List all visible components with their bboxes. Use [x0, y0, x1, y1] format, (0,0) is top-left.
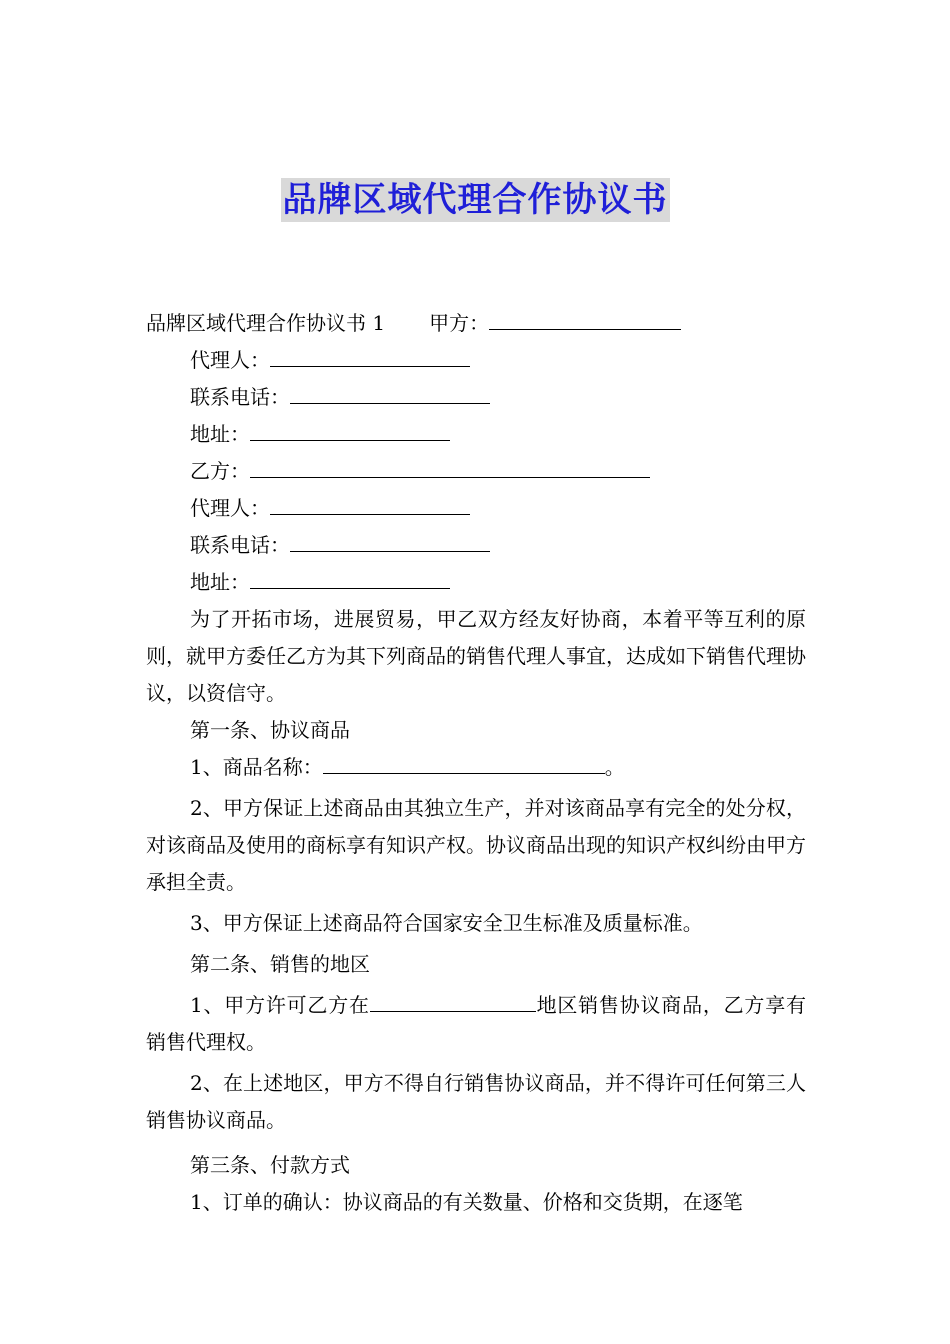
- article1-item1: [146, 749, 806, 786]
- party-a-agent-blank: [270, 348, 470, 367]
- article1-heading: 第一条、协议商品: [190, 718, 350, 742]
- region-pre: 1、甲方许可乙方在: [190, 993, 370, 1017]
- party-b-address-line: [146, 564, 806, 601]
- party-a-address-line: [146, 416, 806, 453]
- party-b-phone-label: 联系电话：: [190, 533, 290, 557]
- party-a-phone-blank: [290, 385, 490, 404]
- party-a-agent-label: 代理人：: [190, 348, 270, 372]
- party-a-label: 甲方：: [429, 311, 490, 335]
- party-a-blank: [489, 311, 681, 330]
- party-b-agent-line: [146, 490, 806, 527]
- product-name-label: 1、商品名称：: [190, 755, 323, 779]
- region-post: 地区销售协议商品，乙方享有销售代理权。: [146, 993, 806, 1054]
- party-b-line: [146, 453, 806, 490]
- party-b-phone-blank: [290, 533, 490, 552]
- preamble-paragraph: 为了开拓市场，进展贸易，甲乙双方经友好协商，本着平等互利的原则，就甲方委任乙方为其下列商品的销售代理人事宜，达成如下销售代理协议，以资信守。: [146, 607, 806, 705]
- party-b-address-blank: [250, 570, 450, 589]
- article3-item1: 1、订单的确认：协议商品的有关数量、价格和交货期，在逐笔: [190, 1190, 743, 1214]
- party-b-phone-line: [146, 527, 806, 564]
- party-b-address-label: 地址：: [190, 570, 250, 594]
- party-a-address-label: 地址：: [190, 422, 250, 446]
- article1-item3: 3、甲方保证上述商品符合国家安全卫生标准及质量标准。: [190, 911, 703, 935]
- product-name-end: 。: [604, 755, 625, 779]
- product-name-blank: [323, 755, 605, 774]
- region-blank: [370, 993, 536, 1012]
- article2-item1: [146, 987, 806, 1061]
- article2-heading: 第二条、销售的地区: [190, 952, 370, 976]
- document-title-wrap: [0, 178, 950, 222]
- party-a-phone-line: [146, 379, 806, 416]
- doc-reference: 品牌区域代理合作协议书 1: [146, 311, 386, 335]
- party-b-agent-label: 代理人：: [190, 496, 270, 520]
- party-a-address-blank: [250, 422, 450, 441]
- party-a-line: [146, 305, 806, 342]
- article2-item2: 2、在上述地区，甲方不得自行销售协议商品，并不得许可任何第三人销售协议商品。: [146, 1071, 806, 1132]
- party-b-label: 乙方：: [190, 459, 250, 483]
- party-a-phone-label: 联系电话：: [190, 385, 290, 409]
- party-a-agent-line: [146, 342, 806, 379]
- party-b-blank: [250, 459, 650, 478]
- party-b-agent-blank: [270, 496, 470, 515]
- document-title: 品牌区域代理合作协议书: [282, 180, 668, 220]
- article1-item2: 2、甲方保证上述商品由其独立生产，并对该商品享有完全的处分权，对该商品及使用的商标享有知识产权。协议商品出现的知识产权纠纷由甲方承担全责。: [146, 796, 806, 894]
- article3-heading: 第三条、付款方式: [190, 1153, 350, 1177]
- document-body: [146, 305, 806, 1221]
